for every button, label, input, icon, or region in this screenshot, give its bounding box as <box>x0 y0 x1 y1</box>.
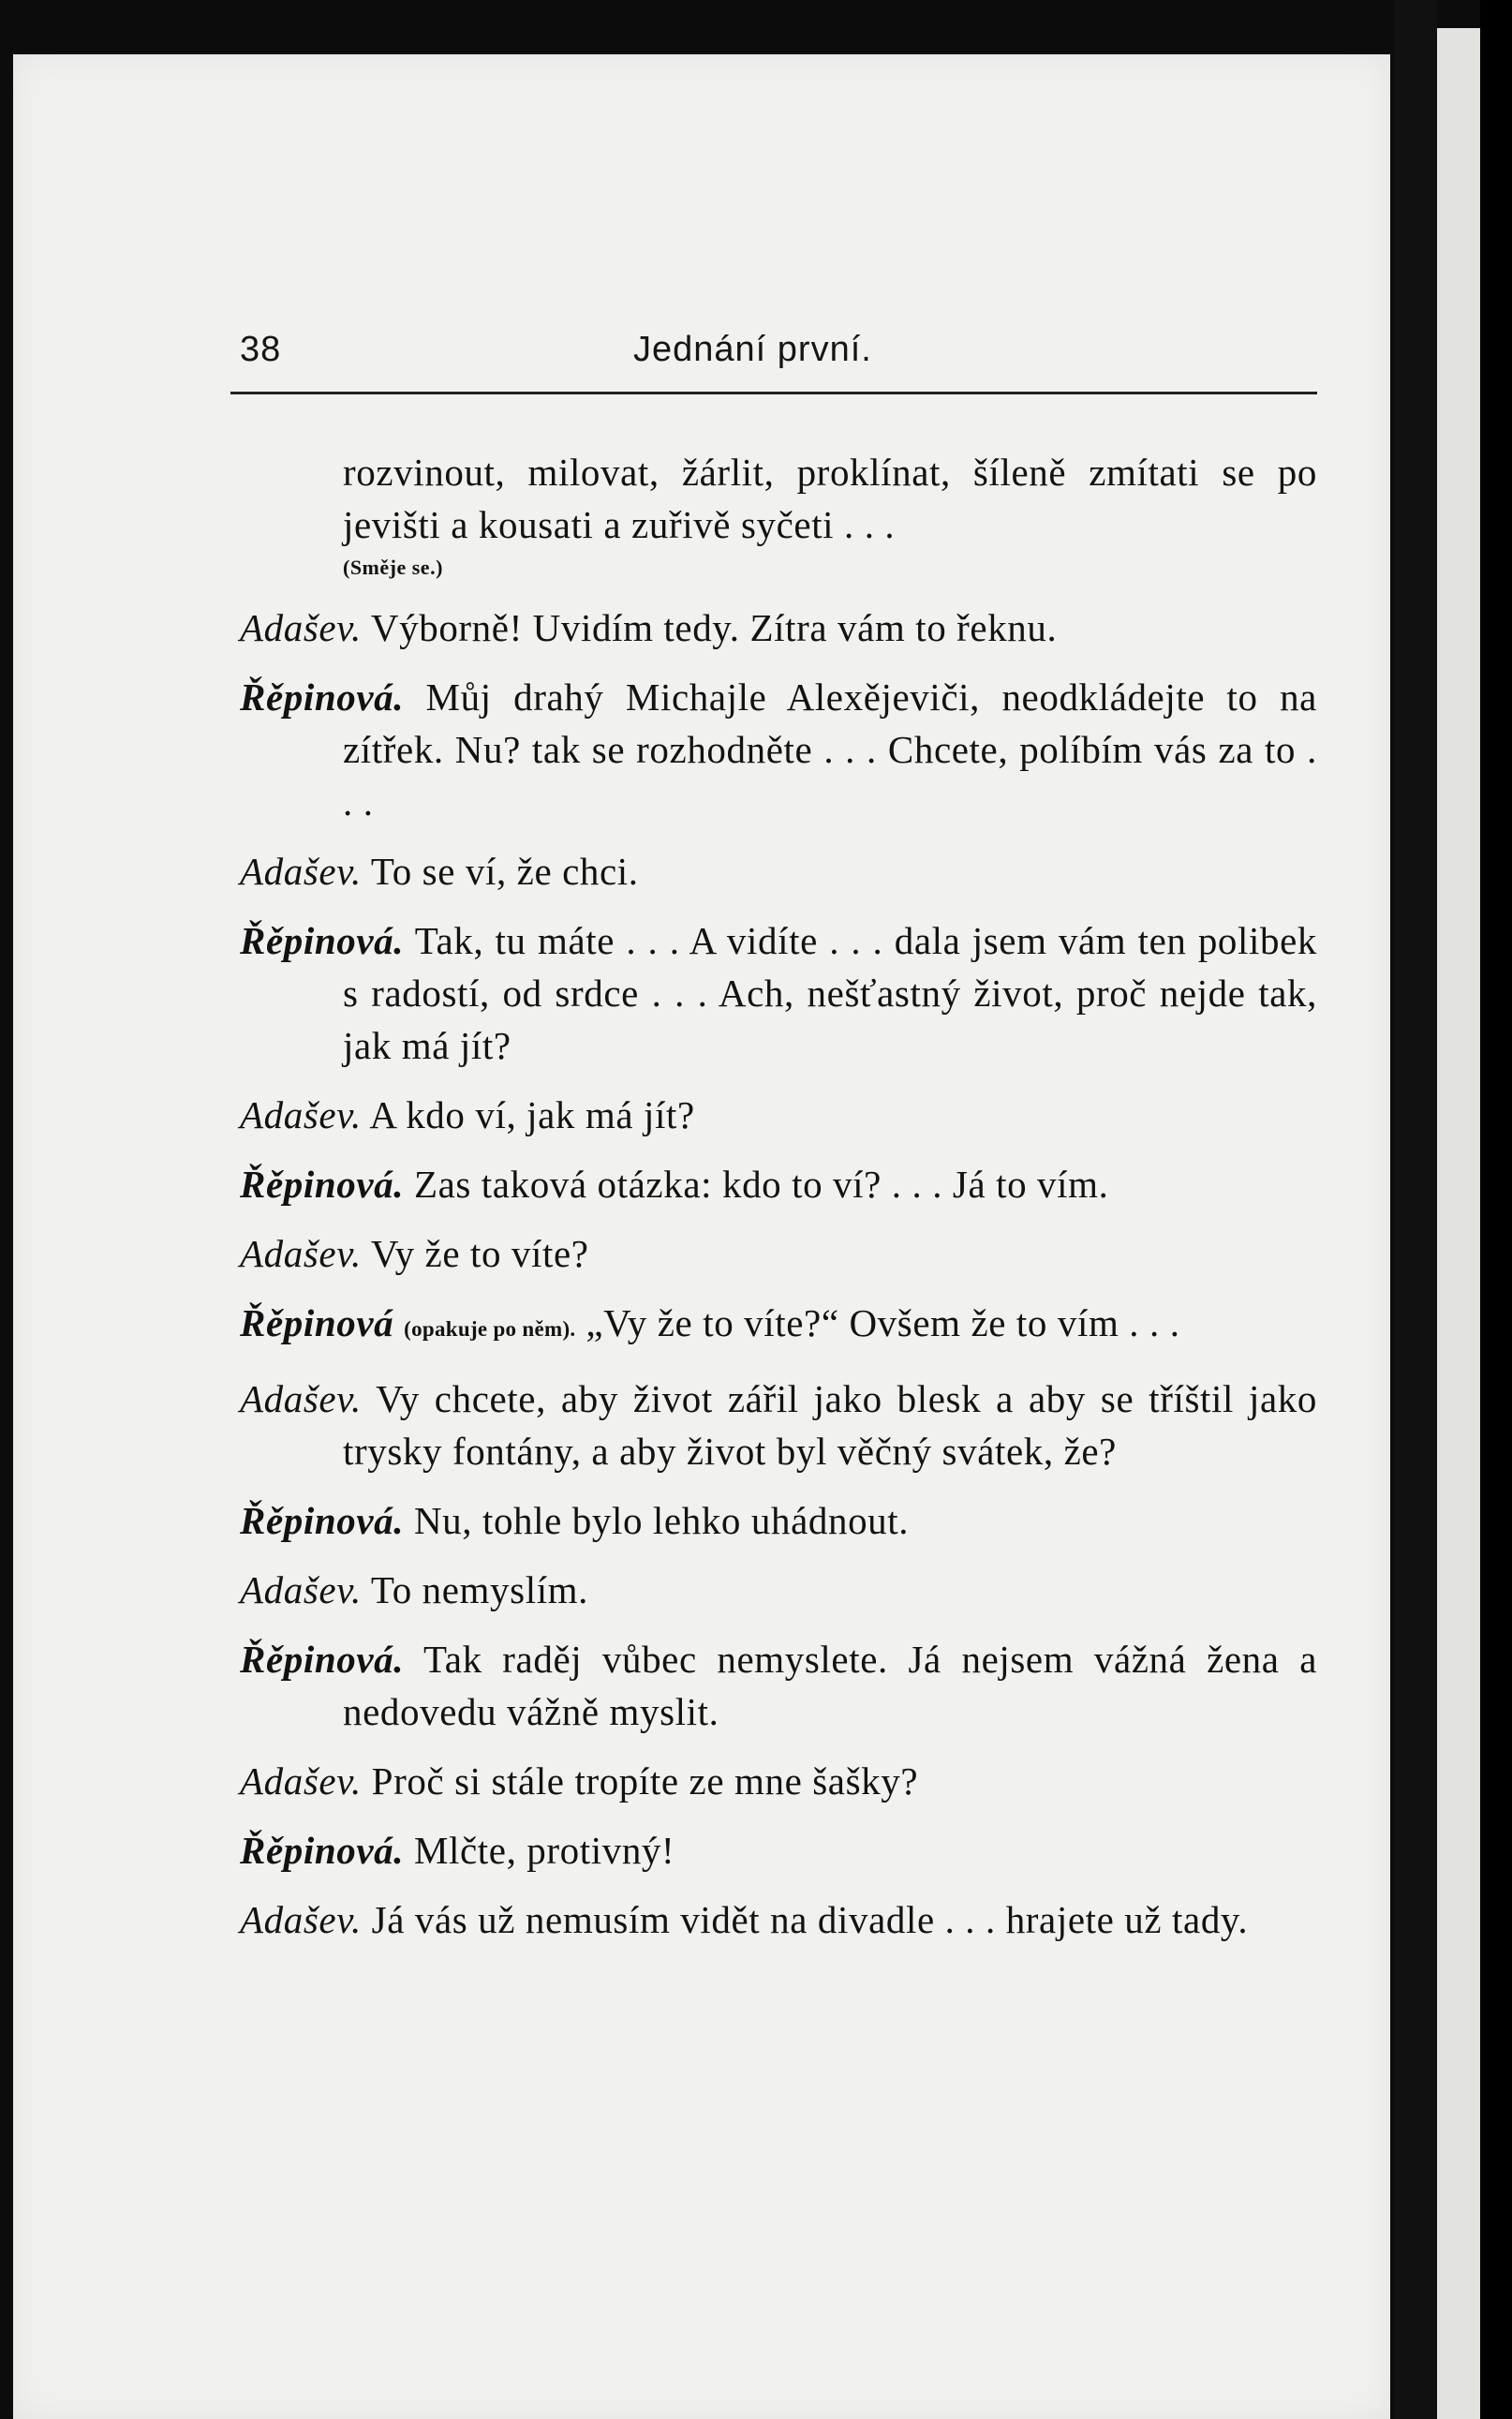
speaker-name: Řěpinová. <box>240 1163 405 1206</box>
line-text: To nemyslím. <box>370 1568 589 1611</box>
paragraph <box>240 914 1317 1072</box>
line-text: Tak raděj vůbec nemyslete. Já nejsem vážná žena a nedovedu vážně myslit. <box>343 1638 1317 1733</box>
paragraph <box>240 1158 1317 1210</box>
dialogue-text <box>240 446 1317 1963</box>
speaker-name: Adašev. <box>240 1898 362 1941</box>
line-text: Proč si stále tropíte ze mne šašky? <box>371 1759 919 1803</box>
speaker-name: Adašev. <box>240 1377 362 1420</box>
speaker-name: Řěpinová <box>240 1301 394 1344</box>
line-text: Vy že to víte? <box>370 1232 589 1275</box>
running-header <box>240 330 1317 388</box>
speaker-name: Řěpinová. <box>240 1499 405 1542</box>
paragraph <box>240 1297 1317 1356</box>
speaker-name: Adašev. <box>240 1759 362 1803</box>
speaker-name: Adašev. <box>240 606 362 649</box>
speaker-name: Adašev. <box>240 1232 362 1275</box>
paragraph <box>240 1755 1317 1807</box>
paragraph <box>240 601 1317 654</box>
speaker-name: Adašev. <box>240 1093 362 1136</box>
paragraph <box>240 1893 1317 1946</box>
paragraph <box>240 845 1317 898</box>
line-text: Mlčte, protivný! <box>413 1829 675 1872</box>
stage-direction: (opakuje po něm). <box>404 1317 576 1341</box>
speaker-name: Řěpinová. <box>240 675 405 719</box>
paragraph <box>240 446 1317 585</box>
line-text: „Vy že to víte?“ Ovšem že to vím . . . <box>586 1301 1180 1344</box>
paragraph <box>240 1373 1317 1477</box>
line-text: Já vás už nemusím vidět na divadle . . . hrajete už tady. <box>371 1898 1249 1941</box>
line-text: Zas taková otázka: kdo to ví? . . . Já to vím. <box>413 1163 1109 1206</box>
line-text: Nu, tohle bylo lehko uhádnout. <box>413 1499 910 1542</box>
line-text: A kdo ví, jak má jít? <box>369 1093 695 1136</box>
line-text: Tak, tu máte . . . A vidíte . . . dala jsem vám ten polibek s radostí, od srdce . . . Ach, nešťastný život, proč nejde tak, jak má jít? <box>343 919 1318 1067</box>
line-text: Vy chcete, aby život zářil jako blesk a aby se tříštil jako trysky fontány, a aby život byl věčný svátek, že? <box>343 1377 1317 1473</box>
speaker-name: Řěpinová. <box>240 1638 405 1681</box>
spine-shadow <box>1394 0 1437 2419</box>
line-text: To se ví, že chci. <box>370 850 639 893</box>
paragraph <box>240 1494 1317 1547</box>
stage-direction: (Směje se.) <box>343 556 443 579</box>
paragraph <box>240 1633 1317 1738</box>
speaker-name: Řěpinová. <box>240 1829 405 1872</box>
speaker-name: Adašev. <box>240 850 362 893</box>
paragraph <box>240 671 1317 828</box>
running-title: Jednání první. <box>633 330 872 369</box>
paragraph <box>240 1564 1317 1616</box>
line-text: Můj drahý Michajle Alexějeviči, neodkládejte to na zítřek. Nu? tak se rozhodněte . . . Chcete, políbím vás za to . . . <box>343 675 1317 824</box>
header-rule <box>230 392 1317 394</box>
paragraph <box>240 1824 1317 1877</box>
speaker-name: Adašev. <box>240 1568 362 1611</box>
paragraph <box>240 1089 1317 1141</box>
scan-border <box>1480 0 1512 2419</box>
line-text: rozvinout, milovat, žárlit, proklínat, šíleně zmítati se po jevišti a kousati a zuřivě syčeti . . . <box>343 451 1317 546</box>
paragraph <box>240 1227 1317 1280</box>
speaker-name: Řěpinová. <box>240 919 405 962</box>
line-text: Výborně! Uvidím tedy. Zítra vám to řeknu. <box>370 606 1058 649</box>
next-page-edge <box>1437 28 1480 2419</box>
page-number: 38 <box>240 330 282 369</box>
